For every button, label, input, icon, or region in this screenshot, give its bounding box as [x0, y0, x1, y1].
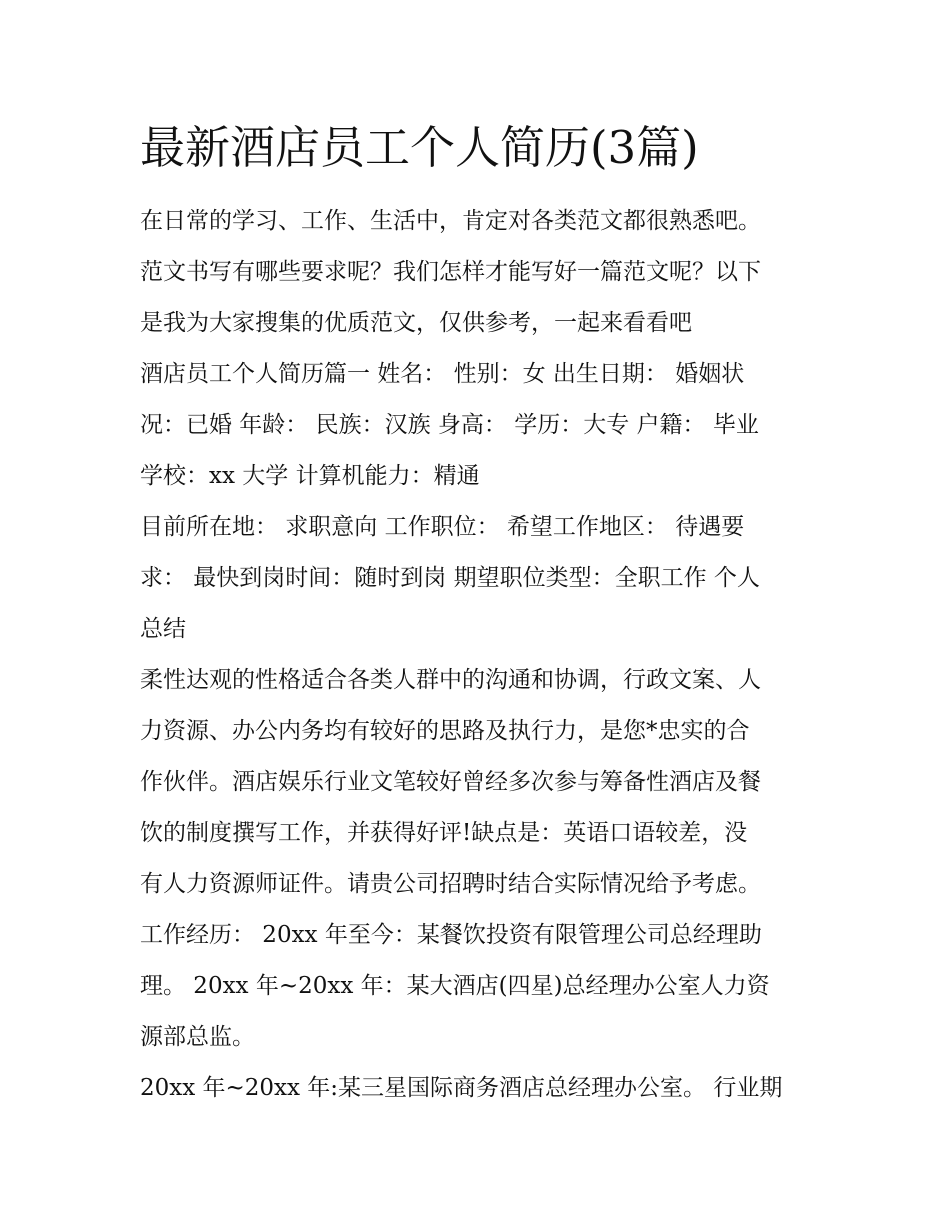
body-line-10: 柔性达观的性格适合各类人群中的沟通和协调，行政文案、人: [140, 667, 761, 693]
body-line-1: 在日常的学习、工作、生活中，肯定对各类范文都很熟悉吧。: [140, 208, 761, 234]
body-line-3: 是我为大家搜集的优质范文，仅供参考，一起来看看吧: [140, 310, 692, 336]
body-line-8: 求： 最快到岗时间：随时到岗 期望职位类型：全职工作 个人: [140, 565, 760, 591]
document-body: [140, 196, 830, 1114]
body-line-9: 总结: [140, 616, 186, 642]
body-line-2: 范文书写有哪些要求呢？我们怎样才能写好一篇范文呢？以下: [140, 259, 761, 285]
body-line-13: 饮的制度撰写工作，并获得好评!缺点是：英语口语较差，没: [140, 820, 748, 846]
body-line-6: 学校：xx 大学 计算机能力：精通: [140, 463, 480, 489]
body-line-5: 况：已婚 年龄： 民族：汉族 身高： 学历：大专 户籍： 毕业: [140, 412, 759, 438]
body-line-17: 源部总监。: [140, 1024, 255, 1050]
body-line-11: 力资源、办公内务均有较好的思路及执行力，是您*忠实的合: [140, 718, 750, 744]
body-line-14: 有人力资源师证件。请贵公司招聘时结合实际情况给予考虑。: [140, 871, 761, 897]
document-title: 最新酒店员工个人简历(3篇): [140, 121, 699, 174]
body-line-12: 作伙伴。酒店娱乐行业文笔较好曾经多次参与筹备性酒店及餐: [140, 769, 761, 795]
body-line-18: 20xx 年~20xx 年:某三星国际商务酒店总经理办公室。 行业期: [140, 1075, 783, 1101]
body-line-15: 工作经历： 20xx 年至今：某餐饮投资有限管理公司总经理助: [140, 922, 762, 948]
body-line-4: 酒店员工个人简历篇一 姓名： 性别：女 出生日期： 婚姻状: [140, 361, 745, 387]
body-line-7: 目前所在地： 求职意向 工作职位： 希望工作地区： 待遇要: [140, 514, 745, 540]
body-line-16: 理。 20xx 年~20xx 年：某大酒店(四星)总经理办公室人力资: [140, 973, 770, 999]
